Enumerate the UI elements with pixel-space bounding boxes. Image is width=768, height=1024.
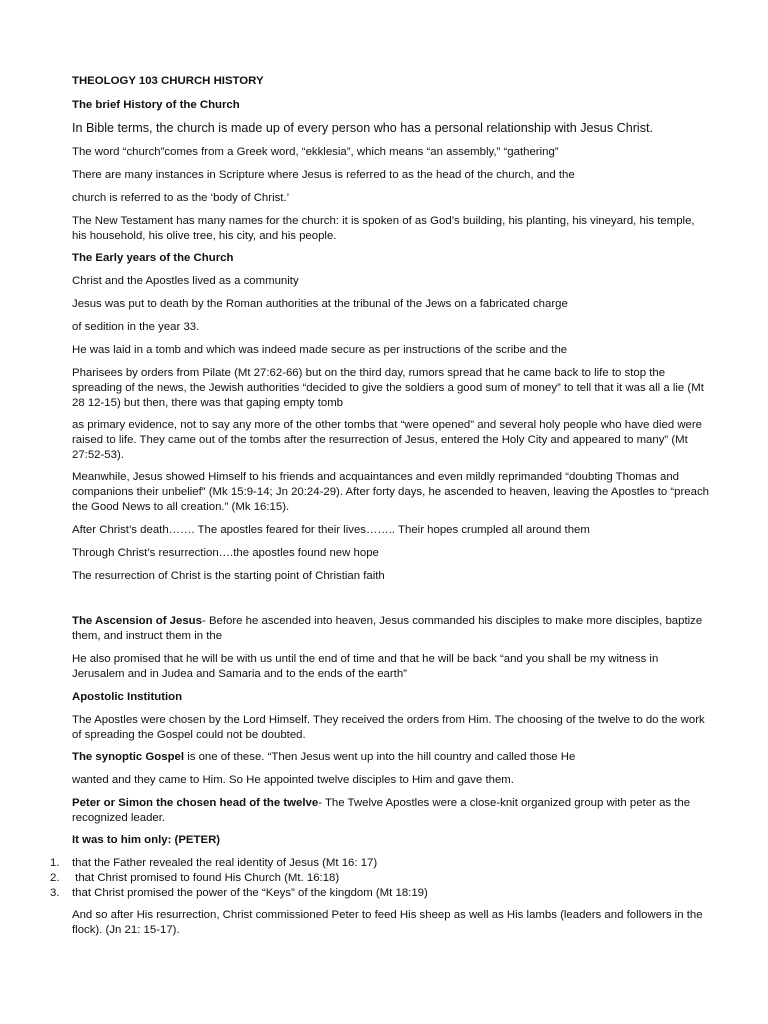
synoptic-paragraph — [72, 750, 712, 765]
section-heading-peter-only: It was to him only: (PETER) — [72, 834, 221, 846]
paragraph: The Apostles were chosen by the Lord Himself. They received the orders from Him. The choosing of the twelve to do the work of spreading the Gospel could not be doubted. — [72, 714, 705, 742]
section-heading-early-years: The Early years of the Church — [72, 252, 234, 264]
paragraph: He was laid in a tomb and which was indeed made secure as per instructions of the scribe and the — [72, 344, 568, 356]
paragraph: Jesus was put to death by the Roman authorities at the tribunal of the Jews on a fabricated charge — [72, 298, 568, 310]
peter-paragraph — [72, 796, 712, 826]
ascension-paragraph — [72, 614, 712, 644]
paragraph: of sedition in the year 33. — [72, 321, 200, 333]
list-item — [50, 871, 339, 886]
ascension-heading: The Ascension of Jesus — [72, 615, 202, 627]
paragraph: Pharisees by orders from Pilate (Mt 27:62-66) but on the third day, rumors spread that he came back to life to stop the spreading of the news, the Jewish authorities “decided to give the soldiers a good sum of money” to tell that it was all a lie (Mt 28 12-15) but then, there was that gaping empty tomb — [72, 367, 704, 410]
paragraph: wanted and they came to Him. So He appointed twelve disciples to Him and gave them. — [72, 774, 514, 786]
synoptic-text: is one of these. “Then Jesus went up into the hill country and called those He — [184, 751, 576, 763]
paragraph: After Christ’s death……. The apostles feared for their lives…….. Their hopes crumpled all around them — [72, 524, 590, 536]
course-title: THEOLOGY 103 CHURCH HISTORY — [72, 75, 264, 87]
list-number: 1. — [50, 857, 60, 869]
list-number: 2. — [50, 872, 60, 884]
list-text: that the Father revealed the real identity of Jesus (Mt 16: 17) — [72, 857, 378, 869]
list-item — [50, 886, 428, 901]
ascension-text: - Before he ascended into heaven, Jesus commanded his disciples to make more disciples, baptize them, and instruct them in the — [72, 615, 703, 643]
paragraph: There are many instances in Scripture where Jesus is referred to as the head of the church, and the — [72, 169, 575, 181]
paragraph: The New Testament has many names for the church: it is spoken of as God’s building, his planting, his vineyard, his temple, his household, his olive tree, his city, and his people. — [72, 215, 695, 243]
paragraph: And so after His resurrection, Christ commissioned Peter to feed His sheep as well as His lambs (leaders and followers in the flock). (Jn 21: 15-17). — [72, 909, 703, 937]
paragraph: Christ and the Apostles lived as a community — [72, 275, 299, 287]
document-subtitle: The brief History of the Church — [72, 99, 240, 111]
paragraph: The word “church”comes from a Greek word, “ekklesia”, which means “an assembly,” “gathering” — [72, 146, 559, 158]
list-item — [50, 856, 377, 871]
synoptic-heading: The synoptic Gospel — [72, 751, 185, 763]
list-number: 3. — [50, 887, 60, 899]
peter-heading: Peter or Simon the chosen head of the twelve — [72, 797, 319, 809]
paragraph: The resurrection of Christ is the starting point of Christian faith — [72, 570, 385, 582]
paragraph: Meanwhile, Jesus showed Himself to his friends and acquaintances and even mildly reprimanded “doubting Thomas and companions their unbelief” (Mk 15:9-14; Jn 20:24-29). After forty days, he ascended to heaven, leaving the Apostles to “preach the Good News to all creation.” (Mk 16:15). — [72, 471, 709, 514]
paragraph: as primary evidence, not to say any more of the other tombs that “were opened” and several holy people who have died were raised to life. They came out of the tombs after the resurrection of Jesus, entered the Holy City and appeared to many” (Mt 27:52-53). — [72, 419, 703, 462]
paragraph: church is referred to as the ‘body of Christ.’ — [72, 192, 290, 204]
paragraph: Through Christ’s resurrection….the apostles found new hope — [72, 547, 379, 559]
list-text: that Christ promised to found His Church (Mt. 16:18) — [72, 872, 340, 884]
list-text: that Christ promised the power of the “Keys” of the kingdom (Mt 18:19) — [72, 887, 428, 899]
paragraph: He also promised that he will be with us until the end of time and that he will be back “and you shall be my witness in Jerusalem and in Judea and Samaria and to the ends of the earth” — [72, 653, 659, 681]
peter-text: - The Twelve Apostles were a close-knit organized group with peter as the recognized leader. — [72, 797, 691, 825]
paragraph: In Bible terms, the church is made up of every person who has a personal relationship with Jesus Christ. — [72, 121, 653, 135]
section-heading-apostolic: Apostolic Institution — [72, 691, 183, 703]
